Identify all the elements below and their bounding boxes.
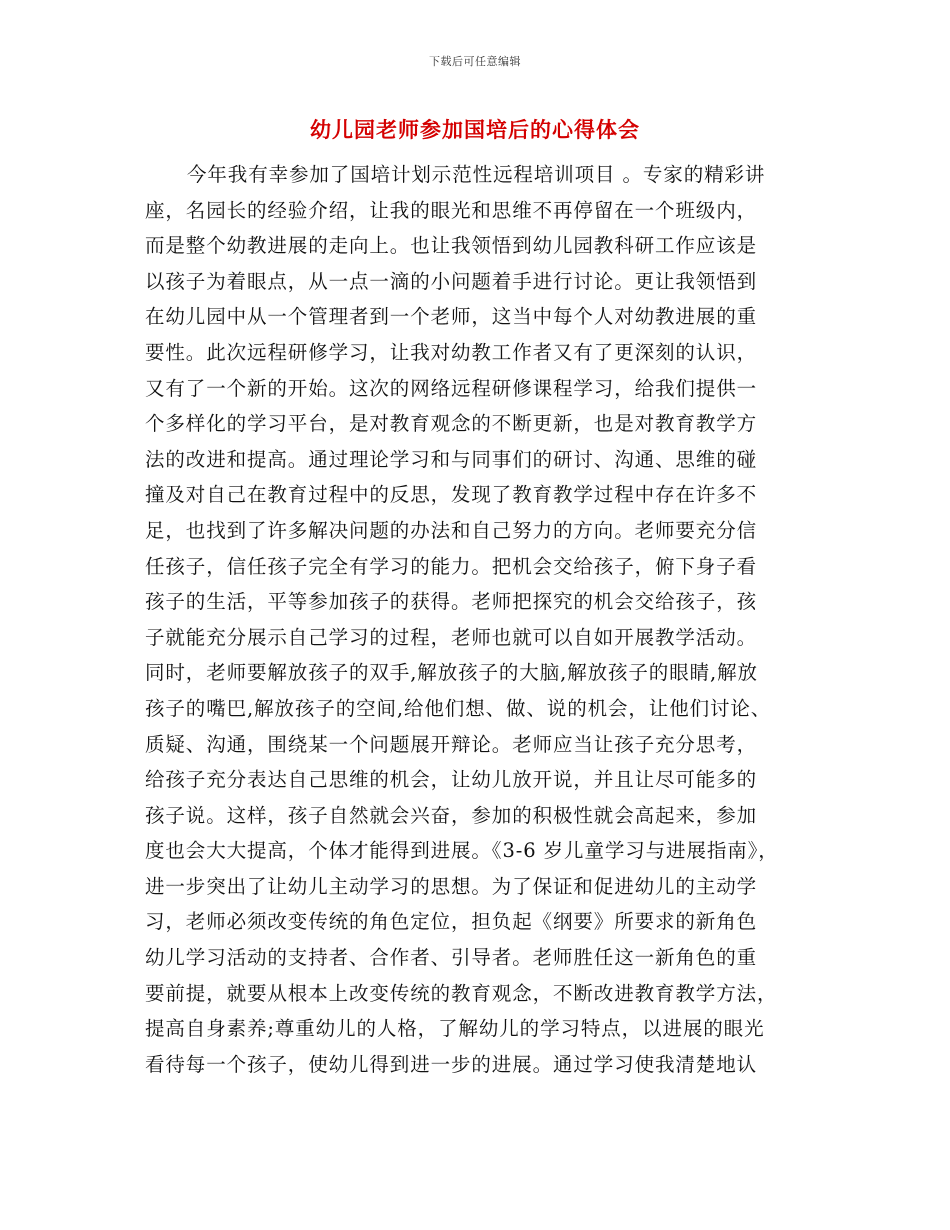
body-paragraph	[145, 160, 815, 1085]
text-line: 质疑、沟通，围绕某一个问题展开辩论。老师应当让孩子充分思考，	[145, 732, 758, 756]
text-line: 座，名园长的经验介绍，让我的眼光和思维不再停留在一个班级内，	[145, 198, 758, 222]
text-line: 个多样化的学习平台，是对教育观念的不断更新，也是对教育教学方	[145, 412, 758, 436]
text-line: 看待每一个孩子，使幼儿得到进一步的进展。通过学习使我清楚地认	[145, 1052, 758, 1076]
text-line: 以孩子为着眼点，从一点一滴的小问题着手进行讨论。更让我领悟到	[145, 269, 758, 293]
text-line: 足，也找到了许多解决问题的办法和自己努力的方向。老师要充分信	[145, 518, 758, 542]
text-line: 要前提，就要从根本上改变传统的教育观念，不断改进教育教学方法，	[145, 981, 778, 1005]
text-line: 撞及对自己在教育过程中的反思，发现了教育教学过程中存在许多不	[145, 483, 758, 507]
text-line: 孩子的嘴巴,解放孩子的空间,给他们想、做、说的机会，让他们讨论、	[145, 696, 772, 720]
document-title: 幼儿园老师参加国培后的心得体会	[310, 117, 640, 142]
text-line: 孩子说。这样，孩子自然就会兴奋，参加的积极性就会高起来，参加	[145, 803, 758, 827]
text-line: 习，老师必须改变传统的角色定位，担负起《纲要》所要求的新角色	[145, 910, 758, 934]
text-line: 给孩子充分表达自己思维的机会，让幼儿放开说，并且让尽可能多的	[145, 768, 758, 792]
text-line: 而是整个幼教进展的走向上。也让我领悟到幼儿园教科研工作应该是	[145, 234, 758, 258]
text-line: 子就能充分展示自己学习的过程，老师也就可以自如开展教学活动。	[145, 625, 758, 649]
text-line: 度也会大大提高，个体才能得到进展。《3-6 岁儿童学习与进展指南》，	[145, 839, 779, 863]
text-line: 法的改进和提高。通过理论学习和与同事们的研讨、沟通、思维的碰	[145, 447, 758, 471]
text-line: 提高自身素养;尊重幼儿的人格，了解幼儿的学习特点，以进展的眼光	[145, 1017, 765, 1041]
text-line: 进一步突出了让幼儿主动学习的思想。为了保证和促进幼儿的主动学	[145, 874, 758, 898]
text-line: 幼儿学习活动的支持者、合作者、引导者。老师胜任这一新角色的重	[145, 946, 758, 970]
text-line: 同时，老师要解放孩子的双手,解放孩子的大脑,解放孩子的眼睛,解放	[145, 661, 758, 685]
text-line: 要性。此次远程研修学习，让我对幼教工作者又有了更深刻的认识，	[145, 340, 758, 364]
text-line: 孩子的生活，平等参加孩子的获得。老师把探究的机会交给孩子，孩	[145, 590, 758, 614]
text-line: 又有了一个新的开始。这次的网络远程研修课程学习，给我们提供一	[145, 376, 758, 400]
text-line: 在幼儿园中从一个管理者到一个老师，这当中每个人对幼教进展的重	[145, 305, 758, 329]
page-header: 下载后可任意编辑	[429, 55, 521, 68]
text-line: 任孩子，信任孩子完全有学习的能力。把机会交给孩子，俯下身子看	[145, 554, 758, 578]
text-line: 今年我有幸参加了国培计划示范性远程培训项目 。专家的精彩讲	[187, 163, 766, 186]
